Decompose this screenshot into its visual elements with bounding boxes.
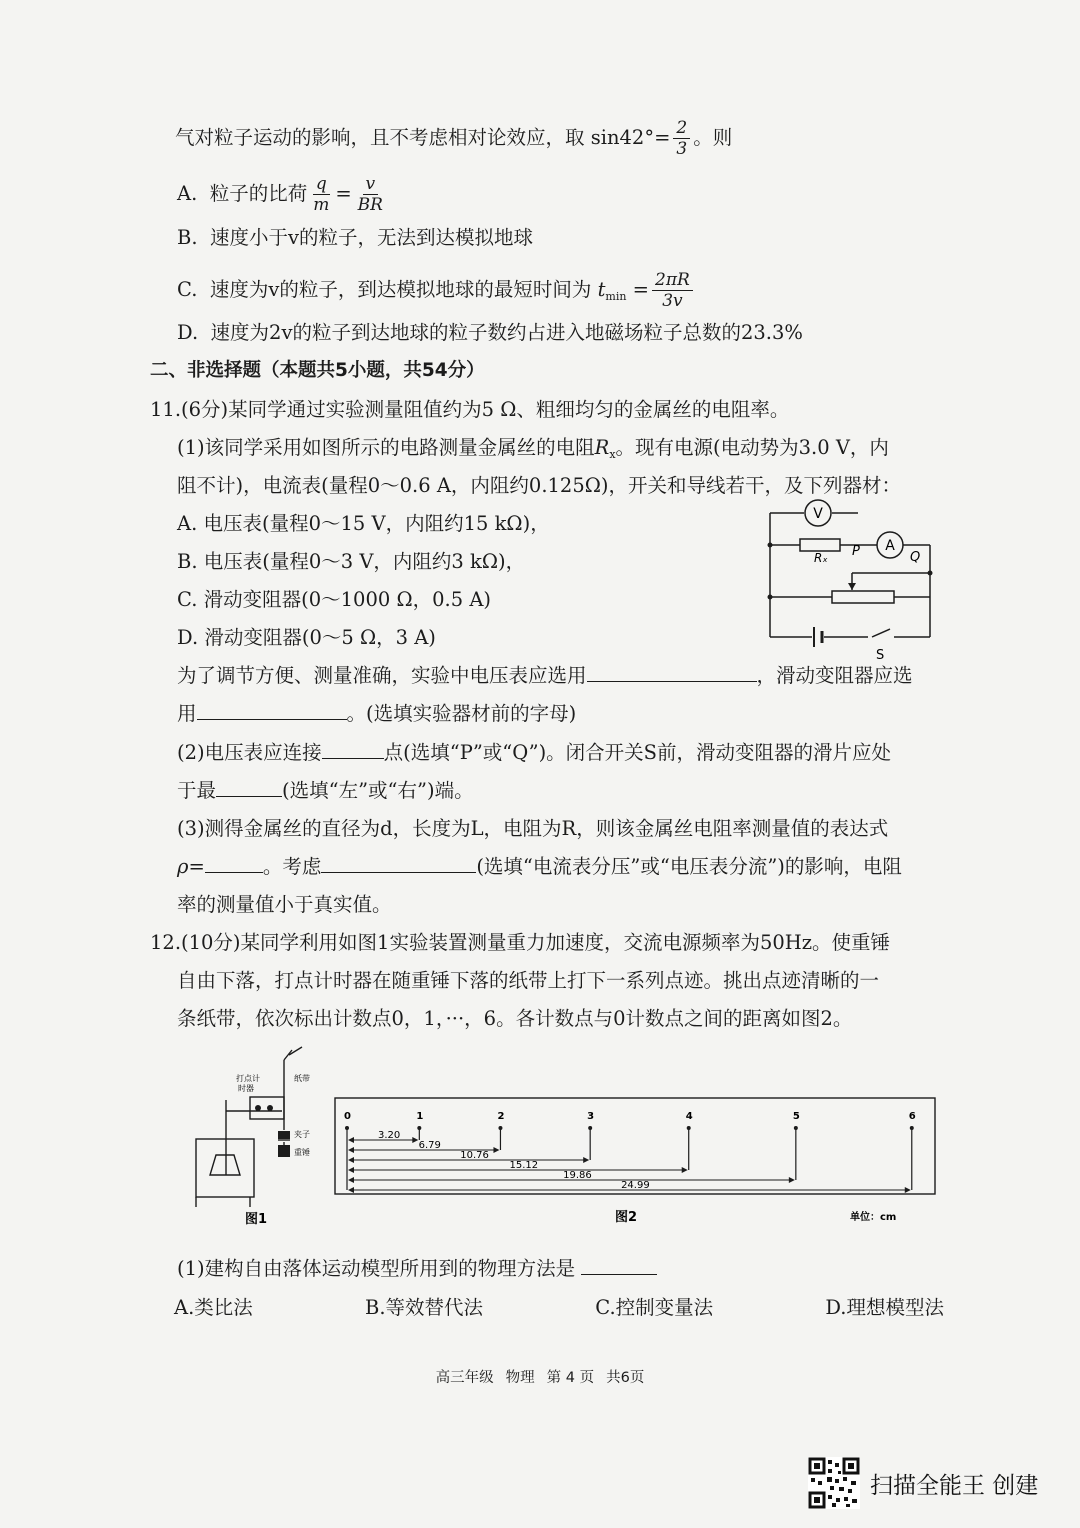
distance-label-1: 3.20	[378, 1130, 401, 1141]
q11-item-b: B. 电压表(量程0～3 V，内阻约3 kΩ)，	[177, 550, 526, 573]
svg-text:时器: 时器	[238, 1084, 254, 1093]
arrow-head-left-2	[348, 1147, 354, 1153]
connection-point-blank[interactable]	[322, 740, 384, 759]
arrow-head-right-1	[412, 1137, 418, 1143]
voltmeter-answer-blank[interactable]	[587, 663, 757, 682]
point-label-3: 3	[587, 1111, 595, 1122]
q11-part1-line1: (1)该同学采用如图所示的电路测量金属丝的电阻$R_x$。现有电源(电动势为3.0 V，内	[177, 436, 889, 461]
arrow-head-right-5	[789, 1177, 795, 1183]
arrow-head-left-1	[348, 1137, 354, 1143]
arrow-head-left-5	[348, 1177, 354, 1183]
circuit-diagram	[760, 495, 940, 665]
q12-line1: 12.(10分)某同学利用如图1实验装置测量重力加速度，交流电源频率为50Hz。使重锤	[150, 931, 891, 954]
q11-stem: 11.(6分)某同学通过实验测量阻值约为5 Ω、粗细均匀的金属丝的电阻率。	[150, 398, 790, 421]
slider-end-blank[interactable]	[216, 778, 282, 797]
page-footer: 高三年级 物理 第 4 页 共6页	[435, 1370, 645, 1386]
error-source-blank[interactable]	[321, 854, 476, 873]
distance-label-6: 24.99	[621, 1180, 650, 1191]
q11-choose-line1: 为了调节方便、测量准确，实验中电压表应选用 ，滑动变阻器应选	[177, 664, 913, 687]
svg-text:P: P	[852, 544, 860, 559]
q11-item-a: A. 电压表(量程0～15 V，内阻约15 kΩ)，	[177, 512, 550, 535]
figure2-ticker-tape	[325, 1090, 945, 1230]
q11-part3-line3: 率的测量值小于真实值。	[177, 893, 392, 916]
svg-text:V: V	[813, 506, 823, 522]
tmin-fraction: $\frac{2\pi R}{3v}$	[652, 270, 693, 311]
arrow-head-right-6	[905, 1187, 911, 1193]
svg-text:纸带: 纸带	[294, 1074, 310, 1083]
arrow-head-right-2	[493, 1147, 499, 1153]
v-over-br-fraction: $\frac{v}{BR}$	[357, 174, 383, 215]
arrow-head-left-4	[348, 1167, 354, 1173]
distance-label-2: 6.79	[418, 1140, 441, 1151]
q12-line2: 自由下落，打点计时器在随重锤下落的纸带上打下一系列点迹。挑出点迹清晰的一	[177, 969, 880, 992]
scanner-watermark: 扫描全能王 创建	[808, 1457, 1038, 1509]
distance-label-5: 19.86	[563, 1170, 592, 1181]
section-heading: 二、非选择题（本题共5小题，共54分）	[150, 360, 485, 381]
q10-option-d: D. 速度为2v的粒子到达地球的粒子数约占进入地磁场粒子总数的23.3%	[177, 321, 803, 344]
q11-item-c: C. 滑动变阻器(0～1000 Ω，0.5 A)	[177, 588, 492, 611]
option-ideal-model[interactable]: D.理想模型法	[825, 1296, 944, 1319]
q12-options	[174, 1292, 944, 1320]
q11-part3-line1: (3)测得金属丝的直径为d，长度为L，电阻为R，则该金属丝电阻率测量值的表达式	[177, 817, 889, 840]
figure1-apparatus	[190, 1045, 325, 1230]
q11-choose-line2: 用 。(选填实验器材前的字母)	[177, 702, 577, 725]
q11-item-d: D. 滑动变阻器(0～5 Ω，3 A)	[177, 626, 436, 649]
q10-option-c: C. 速度为v的粒子，到达模拟地球的最短时间为 $t_{min}$ = $\frac{2\pi R}{3v}$	[177, 270, 696, 311]
svg-text:重锤: 重锤	[294, 1148, 310, 1157]
svg-text:S: S	[876, 648, 885, 663]
svg-text:Rₓ: Rₓ	[814, 551, 828, 565]
svg-text:A: A	[885, 538, 895, 554]
svg-text:打点计: 打点计	[236, 1074, 260, 1083]
qr-code-icon	[808, 1457, 860, 1509]
figure2-caption: 图2	[615, 1210, 638, 1225]
svg-text:Q: Q	[910, 550, 921, 565]
arrow-head-left-3	[348, 1157, 354, 1163]
q10-option-a: A. 粒子的比荷 $\frac{q}{m}$ = $\frac{v}{BR}$	[177, 174, 389, 215]
svg-text:夹子: 夹子	[294, 1130, 310, 1139]
option-control-variable[interactable]: C.控制变量法	[595, 1296, 714, 1319]
arrow-head-right-4	[682, 1167, 688, 1173]
svg-text:图1: 图1	[245, 1212, 268, 1227]
arrow-head-right-3	[583, 1157, 589, 1163]
distance-label-3: 10.76	[460, 1150, 489, 1161]
q11-part2-line2: 于最 (选填“左”或“右”)端。	[177, 779, 474, 802]
figure2-unit: 单位：cm	[850, 1212, 897, 1223]
point-label-0: 0	[344, 1111, 351, 1122]
point-label-1: 1	[416, 1111, 424, 1122]
point-label-6: 6	[908, 1111, 916, 1122]
distance-label-4: 15.12	[509, 1160, 539, 1171]
point-label-5: 5	[792, 1111, 800, 1122]
resistivity-expression-blank[interactable]	[205, 854, 263, 873]
intro-line: 气对粒子运动的影响，且不考虑相对论效应，取 sin42°= $\frac{2}{3}$ 。则	[175, 118, 733, 159]
q10-option-b: B. 速度小于v的粒子，无法到达模拟地球	[177, 226, 533, 249]
charge-mass-fraction: $\frac{q}{m}$	[313, 174, 330, 215]
q11-part2-line1: (2)电压表应连接 点(选填“P”或“Q”)。闭合开关S前，滑动变阻器的滑片应处	[177, 741, 892, 764]
q11-part3-line2: ρ= 。考虑 (选填“电流表分压”或“电压表分流”)的影响，电阻	[177, 855, 902, 878]
arrow-head-left-6	[348, 1187, 354, 1193]
point-label-4: 4	[685, 1111, 693, 1122]
option-equivalent-substitution[interactable]: B.等效替代法	[364, 1296, 484, 1319]
q12-line3: 条纸带，依次标出计数点0，1，···，6。各计数点与0计数点之间的距离如图2。	[177, 1007, 853, 1030]
method-answer-blank[interactable]	[581, 1256, 657, 1275]
point-label-2: 2	[497, 1111, 505, 1122]
q12-part1: (1)建构自由落体运动模型所用到的物理方法是	[177, 1256, 657, 1282]
option-analogy[interactable]: A.类比法	[174, 1296, 253, 1319]
q11-part1-line2: 阻不计)，电流表(量程0～0.6 A，内阻约0.125Ω)，开关和导线若干，及下列器材：	[177, 474, 902, 497]
rheostat-answer-blank[interactable]	[197, 701, 347, 720]
sin-fraction: $\frac{2}{3}$	[673, 118, 690, 159]
